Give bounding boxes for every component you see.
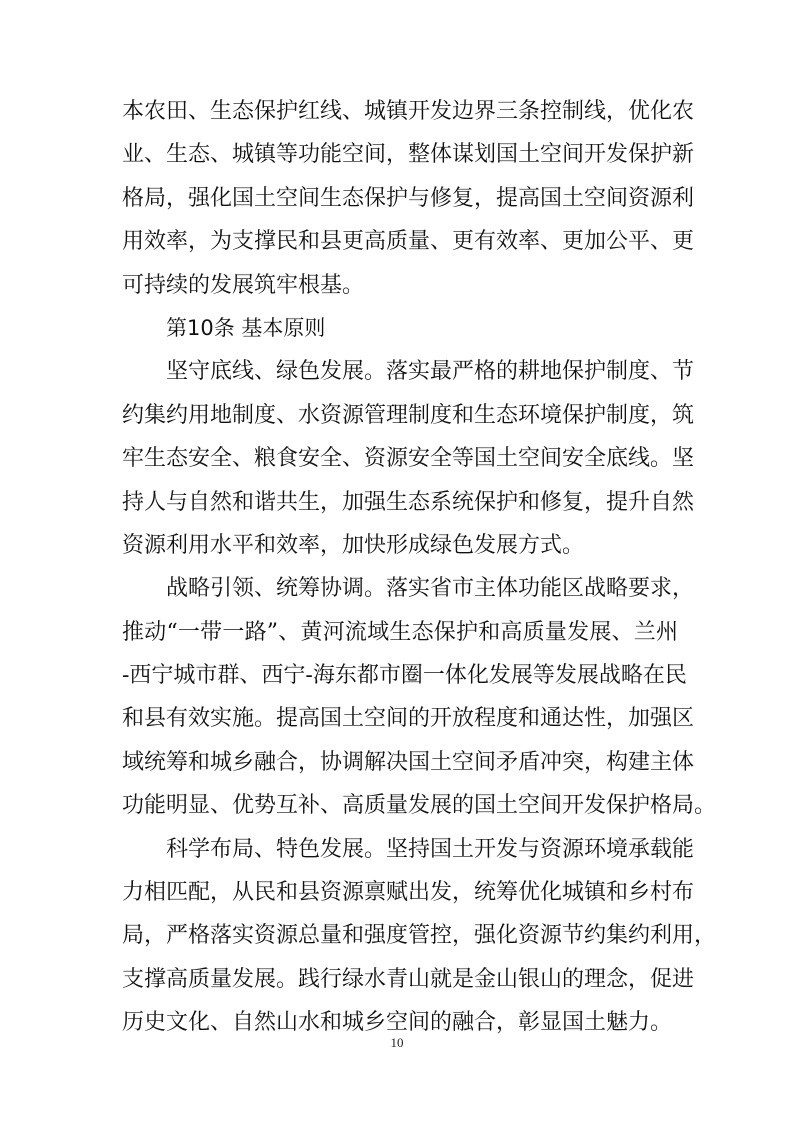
text-line: 和县有效实施。提高国土空间的开放程度和通达性，加强区 bbox=[122, 706, 695, 732]
text-line: 可持续的发展筑牢根基。 bbox=[122, 272, 365, 298]
text-line: 域统筹和城乡融合，协调解决国土空间矛盾冲突，构建主体 bbox=[122, 749, 695, 775]
text-line: 持人与自然和谐共生，加强生态系统保护和修复，提升自然 bbox=[122, 489, 695, 515]
text-line: 功能明显、优势互补、高质量发展的国土空间开发保护格局。 bbox=[122, 793, 717, 819]
text-line: 资源利用水平和效率，加快形成绿色发展方式。 bbox=[122, 532, 585, 558]
text-line: 力相匹配，从民和县资源禀赋出发，统筹优化城镇和乡村布 bbox=[122, 880, 695, 906]
text-line: -西宁城市群、西宁-海东都市圈一体化发展等发展战略在民 bbox=[122, 663, 687, 689]
text-line: 本农田、生态保护红线、城镇开发边界三条控制线，优化农 bbox=[122, 99, 695, 124]
text-line: 格局，强化国土空间生态保护与修复，提高国土空间资源利 bbox=[122, 185, 695, 211]
text-line: 支撑高质量发展。践行绿水青山就是金山银山的理念，促进 bbox=[122, 966, 695, 992]
section-heading: 第10条 基本原则 bbox=[166, 315, 326, 340]
text-body bbox=[122, 90, 717, 1045]
text-line: 用效率，为支撑民和县更高质量、更有效率、更加公平、更 bbox=[122, 229, 695, 255]
text-line: 约集约用地制度、水资源管理制度和生态环境保护制度，筑 bbox=[122, 402, 695, 428]
page-number: 10 bbox=[390, 1035, 404, 1050]
text-line: 历史文化、自然山水和城乡空间的融合，彰显国土魅力。 bbox=[122, 1010, 673, 1036]
text-line: 局，严格落实资源总量和强度管控，强化资源节约集约利用， bbox=[122, 923, 717, 949]
text-line: 战略引领、统筹协调。落实省市主体功能区战略要求， bbox=[166, 576, 695, 602]
text-line: 牢生态安全、粮食安全、资源安全等国土空间安全底线。坚 bbox=[122, 446, 695, 472]
text-line: 科学布局、特色发展。坚持国土开发与资源环境承载能 bbox=[166, 836, 695, 862]
text-line: 业、生态、城镇等功能空间，整体谋划国土空间开发保护新 bbox=[122, 142, 695, 168]
text-line: 坚守底线、绿色发展。落实最严格的耕地保护制度、节 bbox=[166, 359, 695, 385]
text-line: 推动“一带一路”、黄河流域生态保护和高质量发展、兰州 bbox=[122, 619, 678, 645]
